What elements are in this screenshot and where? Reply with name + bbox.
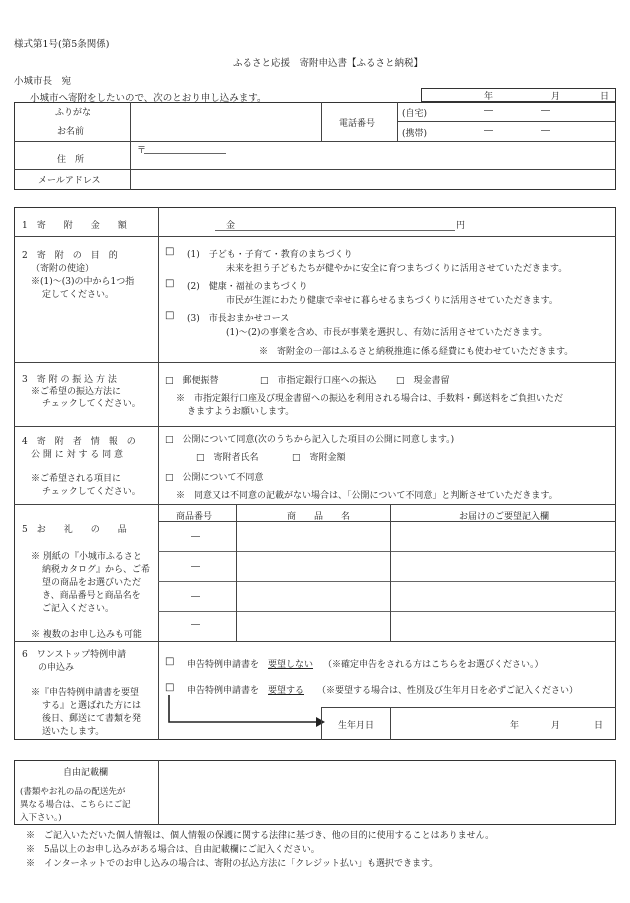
sec6-sub2: する』と選ばれた方には [42, 701, 142, 711]
payment-postal-option[interactable]: □ 郵便振替 [165, 376, 219, 386]
sec3-sub1: ※ご希望の振込方法に [31, 387, 122, 397]
amount-field[interactable] [237, 212, 453, 230]
sec6-label-1: 6 ワンストップ特例申請 [22, 650, 127, 660]
address-field[interactable] [131, 142, 615, 168]
purpose3-title: (3) 市長おまかせコース [187, 314, 290, 324]
sec5-sub5: ご記入ください。 [42, 604, 115, 614]
purpose1-checkbox[interactable]: □ [165, 246, 175, 257]
onestop-request-prefix: 申告特例申請書を [187, 686, 260, 696]
disclosure-agree-option[interactable]: □ 公開について同意(次のうちから記入した項目の公開に同意します。) [165, 435, 455, 445]
furigana-label: ふりがな [55, 108, 92, 118]
purpose3-desc: (1)～(2)の事業を含め、市長が事業を選択し、有効に活用させていただきます。 [226, 328, 548, 338]
sec6-sub3: 後日、郵送にて書類を発 [42, 714, 142, 724]
sec4-label-1: 4 寄 附 者 情 報 の [22, 437, 136, 447]
product-row-1-name-field[interactable] [237, 522, 389, 550]
home-phone-label: (自宅) [402, 109, 428, 119]
purpose2-title: (2) 健康・福祉のまちづくり [187, 282, 308, 292]
payment-cash-option[interactable]: □ 現金書留 [396, 376, 450, 386]
address-label: 住 所 [57, 155, 85, 165]
birthdate-year: 年 [510, 721, 520, 731]
footer-note-1: ※ ご記入いただいた個人情報は、個人情報の保護に関する法律に基づき、他の目的に使用することはありません。 [26, 831, 495, 841]
onestop-decline-checkbox[interactable]: □ [165, 656, 175, 667]
product-row-2-dash: ― [191, 562, 200, 572]
sec3-label: 3 寄 附 の 振 込 方 法 [22, 375, 117, 385]
purpose1-desc: 未来を担う子どもたちが健やかに安全に育つまちづくりに活用させていただきます。 [226, 264, 568, 274]
product-row-4-dash: ― [191, 620, 200, 630]
product-row-4-name-field[interactable] [237, 612, 389, 640]
birthdate-label: 生年月日 [338, 721, 375, 731]
home-phone-dash-1: ― [484, 106, 493, 116]
free-text-label: 自由記載欄 [63, 768, 109, 778]
free-text-note-3: 入下さい。) [20, 813, 62, 823]
sec2-label: 2 寄 附 の 目 的 [22, 251, 118, 261]
free-text-note-2: 異なる場合は、こちらにご記 [20, 800, 131, 810]
form-number: 様式第1号(第5条関係) [14, 39, 110, 50]
payment-note-2: きますようお願いします。 [187, 407, 295, 417]
footer-note-2: ※ 5品以上のお申し込みがある場合は、自由記載欄にご記入ください。 [26, 845, 320, 855]
arrow-icon [166, 695, 326, 727]
mobile-phone-dash-1: ― [484, 126, 493, 136]
sec5-label: 5 お 礼 の 品 [22, 525, 127, 535]
sec2-sub3: 定してください。 [42, 290, 115, 300]
footer-note-3: ※ インターネットでのお申し込みの場合は、寄附の払込方法に「クレジット払い」も選択できます。 [26, 859, 439, 869]
date-day: 日 [600, 92, 610, 102]
sec2-sub2: ※(1)～(3)の中から1つ指 [31, 277, 135, 287]
home-phone-dash-2: ― [541, 106, 550, 116]
onestop-request-checkbox[interactable]: □ [165, 682, 175, 693]
payment-bank-option[interactable]: □ 市指定銀行口座への振込 [260, 376, 377, 386]
sec6-label-2: の申込み [38, 663, 75, 673]
sec6-sub1: ※『申告特例申請書を要望 [31, 688, 140, 698]
email-label: メールアドレス [38, 176, 101, 186]
onestop-decline-prefix: 申告特例申請書を [187, 660, 260, 670]
sec5-sub4: き、商品番号と商品名を [42, 591, 141, 601]
mobile-phone-dash-2: ― [541, 126, 550, 136]
sec2-sub1: （寄附の使途） [31, 264, 95, 274]
purpose3-checkbox[interactable]: □ [165, 310, 175, 321]
sec3-sub2: チェックしてください。 [42, 399, 141, 409]
sec5-sub3: 望の商品をお選びいただ [42, 578, 142, 588]
purpose2-desc: 市民が生涯にわたり健康で幸せに暮らせるまちづくりに活用させていただきます。 [226, 296, 558, 306]
amount-suffix: 円 [456, 221, 466, 231]
onestop-request-note: （※要望する場合は、性別及び生年月日を必ずご記入ください） [317, 686, 579, 696]
onestop-decline-note: （※確定申告をされる方はこちらをお選びください。） [323, 660, 544, 670]
product-row-1-dash: ― [191, 532, 200, 542]
date-year: 年 [484, 92, 494, 102]
sec4-sub1: ※ご希望される項目に [31, 474, 122, 484]
mobile-phone-label: (携帯) [402, 129, 428, 139]
amount-prefix: 金 [226, 221, 236, 231]
free-text-field[interactable] [159, 761, 615, 824]
product-row-3-dash: ― [191, 592, 200, 602]
postal-mark: 〒 [137, 146, 147, 156]
col-product-name: 商 品 名 [287, 512, 351, 522]
product-row-3-name-field[interactable] [237, 582, 389, 610]
purpose-note: ※ 寄附金の一部はふるさと納税推進に係る経費にも使わせていただきます。 [259, 347, 574, 357]
date-box[interactable] [421, 88, 616, 102]
col-product-number: 商品番号 [176, 512, 213, 522]
disclosure-amount-option[interactable]: □ 寄附金額 [292, 453, 346, 463]
sec5-sub2: 納税カタログ』から、ご希 [42, 565, 151, 575]
email-field[interactable] [131, 170, 615, 189]
date-month: 月 [551, 92, 561, 102]
col-delivery-request: お届けのご要望記入欄 [459, 512, 550, 522]
sec5-sub6: ※ 複数のお申し込みも可能 [31, 630, 142, 640]
onestop-decline-emphasis: 要望しない [268, 660, 314, 670]
addressee: 小城市長 宛 [14, 76, 72, 87]
sec4-label-2: 公 開 に 対 す る 同 意 [31, 450, 124, 460]
birthdate-field[interactable] [391, 708, 615, 739]
purpose1-title: (1) 子ども・子育て・教育のまちづくり [187, 250, 353, 260]
disclosure-note: ※ 同意又は不同意の記載がない場合は、「公開について不同意」と判断させていただきます。 [176, 491, 558, 501]
birthdate-month: 月 [551, 721, 561, 731]
name-label: お名前 [57, 127, 85, 137]
page-title: ふるさと応援 寄附申込書【ふるさと納税】 [233, 58, 424, 69]
intro-text: 小城市へ寄附をしたいので、次のとおり申し込みます。 [30, 93, 267, 104]
onestop-request-emphasis: 要望する [268, 686, 305, 696]
disclosure-disagree-option[interactable]: □ 公開について不同意 [165, 473, 264, 483]
phone-label: 電話番号 [339, 119, 376, 129]
payment-note-1: ※ 市指定銀行口座及び現金書留への振込を利用される場合は、手数料・郵送料をご負担いただ [176, 394, 564, 404]
sec4-sub2: チェックしてください。 [42, 487, 141, 497]
product-row-2-name-field[interactable] [237, 552, 389, 580]
name-field[interactable] [131, 103, 320, 140]
sec5-sub1: ※ 別紙の『小城市ふるさと [31, 552, 142, 562]
free-text-note-1: (書類やお礼の品の配送先が [20, 787, 126, 797]
purpose2-checkbox[interactable]: □ [165, 278, 175, 289]
sec1-label: 1 寄 附 金 額 [22, 221, 127, 231]
disclosure-name-option[interactable]: □ 寄附者氏名 [196, 453, 259, 463]
sec6-sub4: 送いたします。 [42, 727, 105, 737]
birthdate-day: 日 [594, 721, 604, 731]
